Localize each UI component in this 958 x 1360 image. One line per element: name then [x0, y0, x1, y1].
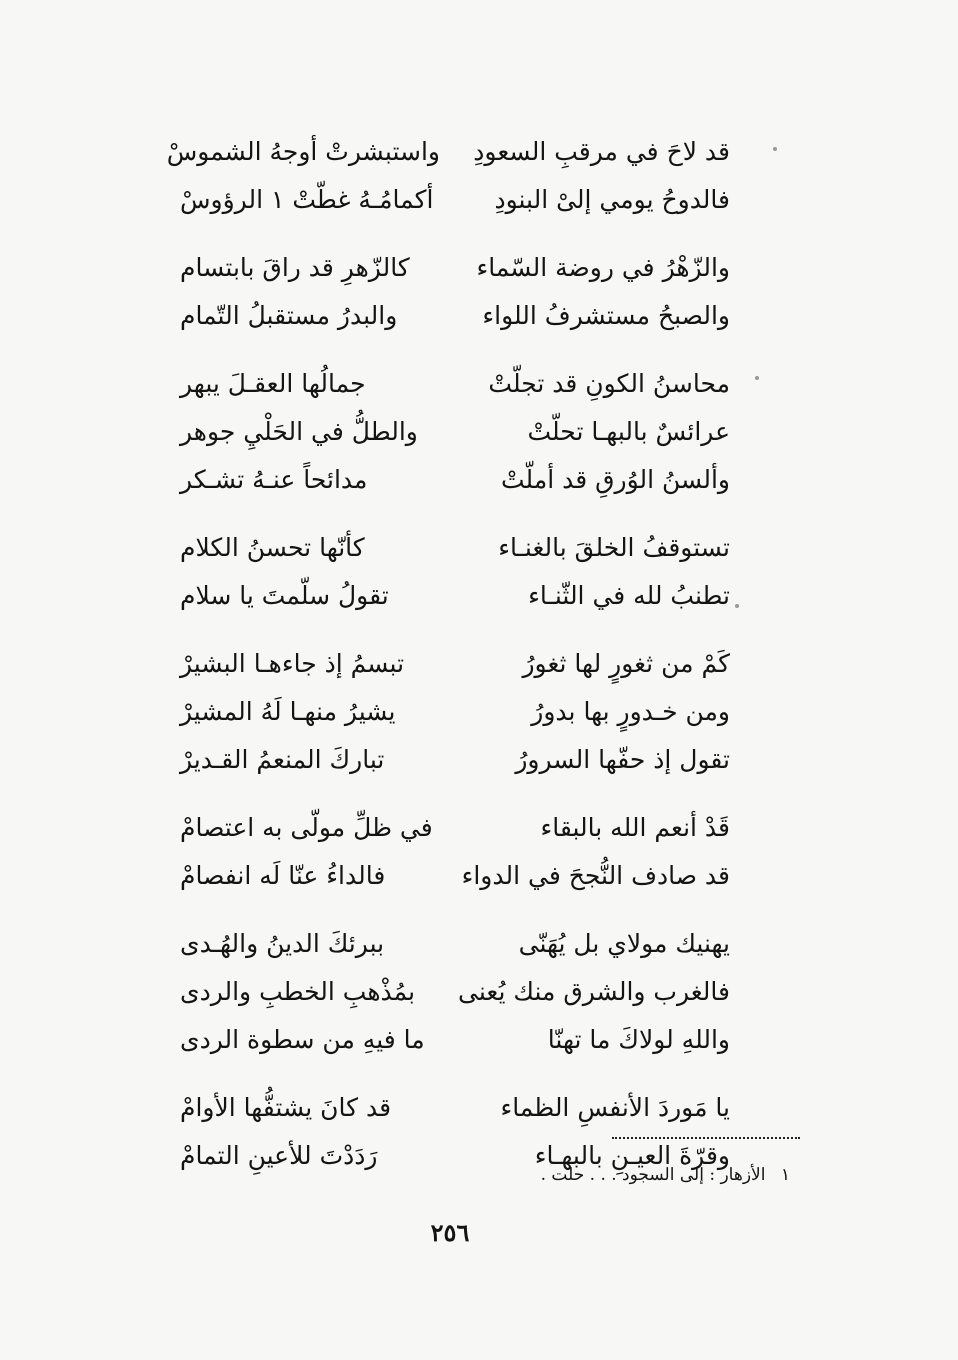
verse: [180, 688, 730, 736]
verse: [180, 176, 730, 224]
second-hemistich: واستبشرتْ أوجهُ الشموسْ: [166, 137, 440, 166]
verse: [180, 968, 730, 1016]
second-hemistich: فالداءُ عنّا لَه انفصامْ: [180, 861, 386, 890]
first-hemistich: والصبحُ مستشرفُ اللواء: [482, 301, 730, 330]
verse: [180, 572, 730, 620]
second-hemistich: تقولُ سلّمتَ يا سلام: [180, 581, 389, 610]
verse: [180, 360, 730, 408]
first-hemistich: فالدوحُ يومي إلىْ البنودِ: [494, 185, 730, 214]
verse: [180, 292, 730, 340]
first-hemistich: تستوقفُ الخلقَ بالغنـاء: [498, 533, 730, 562]
verse: [180, 1016, 730, 1064]
stanza: [180, 360, 730, 504]
stanza: [180, 244, 730, 340]
verse: [180, 524, 730, 572]
second-hemistich: جمالُها العقـلَ يبهر: [180, 369, 366, 398]
verse: [180, 408, 730, 456]
verse: [166, 128, 730, 176]
first-hemistich: عرائسٌ بالبهـا تحلّتْ: [527, 417, 730, 446]
first-hemistich: قد صادف النُّجحَ في الدواء: [461, 861, 730, 890]
verse: [180, 736, 730, 784]
verse: [180, 920, 730, 968]
second-hemistich: أكمامُـهُ غطّتْ ١ الرؤوسْ: [180, 185, 434, 214]
footnote-divider: [612, 1137, 800, 1139]
first-hemistich: يهنيك مولاي بل يُهَنّى: [518, 929, 730, 958]
first-hemistich: قَدْ أنعم الله بالبقاء: [540, 813, 730, 842]
first-hemistich: واللهِ لولاكَ ما تهنّا: [547, 1025, 730, 1054]
second-hemistich: قد كانَ يشتفُّها الأوامْ: [180, 1093, 392, 1122]
stanza: [166, 128, 730, 224]
verse: [180, 804, 730, 852]
first-hemistich: وألسنُ الوُرقِ قد أملّتْ: [501, 465, 730, 494]
poem: [166, 128, 730, 1200]
second-hemistich: والبدرُ مستقبلُ التّمام: [180, 301, 398, 330]
second-hemistich: كالزّهرِ قد راقَ بابتسام: [180, 253, 410, 282]
stanza: [180, 524, 730, 620]
first-hemistich: ومن خـدورٍ بها بدورُ: [531, 697, 730, 726]
footnote: [541, 1165, 790, 1185]
second-hemistich: في ظلِّ مولّى به اعتصامْ: [180, 813, 433, 842]
first-hemistich: وقرّةَ العيـنِ بالبهـاء: [534, 1141, 730, 1170]
first-hemistich: تطنبُ لله في الثّنـاء: [528, 581, 730, 610]
verse: [180, 1084, 730, 1132]
stanza: [180, 640, 730, 784]
footnote-number: ١: [780, 1165, 790, 1185]
verse: [180, 640, 730, 688]
verse: [180, 852, 730, 900]
first-hemistich: قد لاحَ في مرقبِ السعودِ: [473, 137, 730, 166]
footnote-text: الأزهار : إلى السجود . . . حلت .: [540, 1165, 766, 1185]
second-hemistich: يشيرُ منهـا لَهُ المشيرْ: [180, 697, 396, 726]
first-hemistich: والزّهْرُ في روضة السّماء: [476, 253, 730, 282]
paper-speck: [735, 604, 739, 608]
paper-speck: [773, 147, 777, 151]
second-hemistich: رَدَدْتَ للأعينِ التمامْ: [180, 1141, 378, 1170]
second-hemistich: مدائحاً عنـهُ تشـكر: [180, 465, 368, 494]
paper-speck: [755, 376, 759, 380]
first-hemistich: تقول إذ حفّها السرورُ: [515, 745, 730, 774]
first-hemistich: محاسنُ الكونِ قد تجلّتْ: [488, 369, 730, 398]
second-hemistich: تبسمُ إذ جاءهـا البشيرْ: [180, 649, 405, 678]
verse: [180, 456, 730, 504]
second-hemistich: تباركَ المنعمُ القـديرْ: [180, 745, 385, 774]
stanza: [180, 920, 730, 1064]
first-hemistich: يا مَوردَ الأنفسِ الظماء: [500, 1093, 730, 1122]
stanza: [180, 804, 730, 900]
second-hemistich: ببرئكَ الدينُ والهُـدى: [180, 929, 385, 958]
page-number: ٢٥٦: [430, 1218, 470, 1247]
second-hemistich: والطلُّ في الحَلْيِ جوهر: [180, 417, 418, 446]
first-hemistich: كَمْ من ثغورٍ لها ثغورُ: [522, 649, 730, 678]
second-hemistich: كأنّها تحسنُ الكلام: [180, 533, 365, 562]
second-hemistich: بمُذْهبِ الخطبِ والردى: [180, 977, 416, 1006]
second-hemistich: ما فيهِ من سطوة الردى: [180, 1025, 425, 1054]
verse: [180, 244, 730, 292]
first-hemistich: فالغرب والشرق منك يُعنى: [458, 977, 730, 1006]
